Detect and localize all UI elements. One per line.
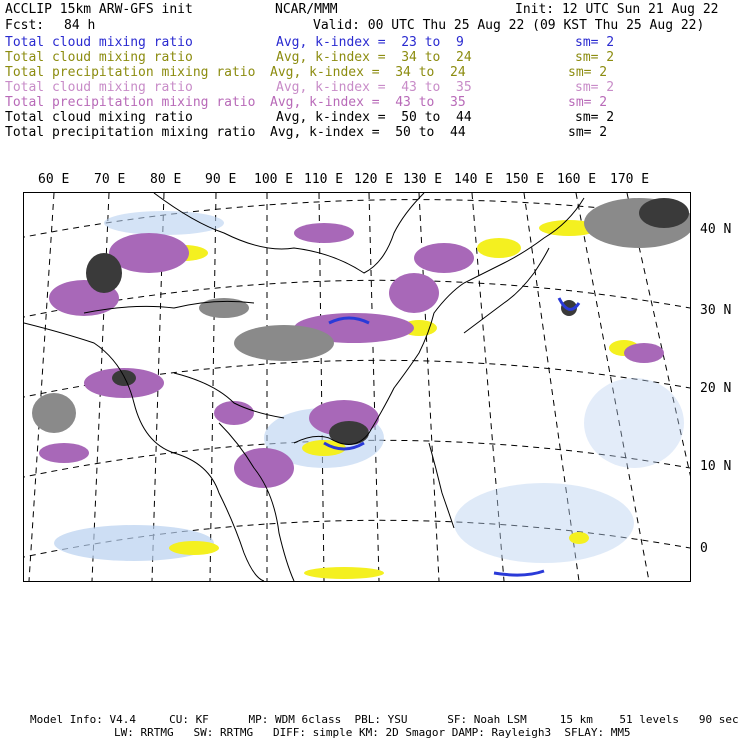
precip-purple [624, 343, 664, 363]
cloud-gray [639, 198, 689, 228]
lon-label: 100 E [254, 172, 294, 187]
precip-purple [294, 223, 354, 243]
lon-label: 120 E [354, 172, 394, 187]
cloud-light-blue [104, 211, 224, 235]
cloud-gray [32, 393, 76, 433]
legend-field: Total cloud mixing ratio [5, 50, 193, 65]
lon-label: 90 E [205, 172, 237, 187]
legend-field: Total cloud mixing ratio [5, 35, 193, 50]
legend-sm: sm= 2 [568, 95, 608, 110]
lon-line [319, 193, 324, 581]
precip-purple [234, 448, 294, 488]
lon-label: 150 E [505, 172, 545, 187]
coastline [464, 248, 549, 333]
model-info-line2: LW: RRTMG SW: RRTMG DIFF: simple KM: 2D Smagor DAMP: Rayleigh3 SFLAY: MM5 [114, 726, 631, 739]
precip-purple [39, 443, 89, 463]
fcst-label: Fcst: [5, 18, 45, 33]
model-title: ACCLIP 15km ARW-GFS init [5, 2, 193, 17]
lat-label: 30 N [700, 303, 732, 318]
cloud-light-blue [584, 378, 684, 468]
init-time: Init: 12 UTC Sun 21 Aug 22 [515, 2, 719, 17]
model-info-line1: Model Info: V4.4 CU: KF MP: WDM 6class PBL: YSU SF: Noah LSM 15 km 51 levels 90 sec [30, 713, 739, 726]
fcst-value: 84 h [64, 18, 96, 33]
lon-label: 80 E [150, 172, 182, 187]
cloud-gray [86, 253, 122, 293]
legend-sm: sm= 2 [575, 80, 615, 95]
precip-purple [389, 273, 439, 313]
lon-label: 170 E [610, 172, 650, 187]
legend-sm: sm= 2 [575, 50, 615, 65]
legend-avg: Avg, k-index = 34 to 24 [276, 50, 472, 65]
cloud-blue-edge [494, 571, 544, 575]
cloud-gray [234, 325, 334, 361]
legend-field: Total precipitation mixing ratio [5, 95, 256, 110]
map-panel [23, 192, 691, 582]
coastline [429, 443, 454, 528]
lon-label: 60 E [38, 172, 70, 187]
lon-line [369, 193, 379, 581]
map-canvas [24, 193, 690, 581]
lat-line [24, 280, 690, 318]
legend-sm: sm= 2 [568, 65, 608, 80]
lat-label: 20 N [700, 381, 732, 396]
lat-label: 0 [700, 541, 708, 556]
lat-label: 10 N [700, 459, 732, 474]
lat-label: 40 N [700, 222, 732, 237]
center-label: NCAR/MMM [275, 2, 338, 17]
legend-avg: Avg, k-index = 50 to 44 [276, 110, 472, 125]
cloud-yellow [569, 532, 589, 544]
cloud-yellow [477, 238, 521, 258]
legend-sm: sm= 2 [575, 35, 615, 50]
lon-label: 70 E [94, 172, 126, 187]
cloud-light-blue [454, 483, 634, 563]
lon-label: 140 E [454, 172, 494, 187]
precip-purple [414, 243, 474, 273]
lon-label: 110 E [304, 172, 344, 187]
legend-avg: Avg, k-index = 50 to 44 [270, 125, 466, 140]
valid-time: Valid: 00 UTC Thu 25 Aug 22 (09 KST Thu 25 Aug 22) [313, 18, 705, 33]
lon-line [29, 193, 54, 581]
legend-sm: sm= 2 [568, 125, 608, 140]
legend-field: Total cloud mixing ratio [5, 110, 193, 125]
lon-label: 130 E [403, 172, 443, 187]
legend-sm: sm= 2 [575, 110, 615, 125]
cloud-gray [112, 370, 136, 386]
legend-avg: Avg, k-index = 23 to 9 [276, 35, 464, 50]
legend-avg: Avg, k-index = 43 to 35 [276, 80, 472, 95]
legend-field: Total precipitation mixing ratio [5, 125, 256, 140]
cloud-yellow [304, 567, 384, 579]
legend-avg: Avg, k-index = 43 to 35 [270, 95, 466, 110]
lon-label: 160 E [557, 172, 597, 187]
legend-field: Total cloud mixing ratio [5, 80, 193, 95]
cloud-yellow [169, 541, 219, 555]
mixing-ratio-fields [32, 198, 690, 579]
legend-field: Total precipitation mixing ratio [5, 65, 256, 80]
legend-avg: Avg, k-index = 34 to 24 [270, 65, 466, 80]
precip-purple [214, 401, 254, 425]
